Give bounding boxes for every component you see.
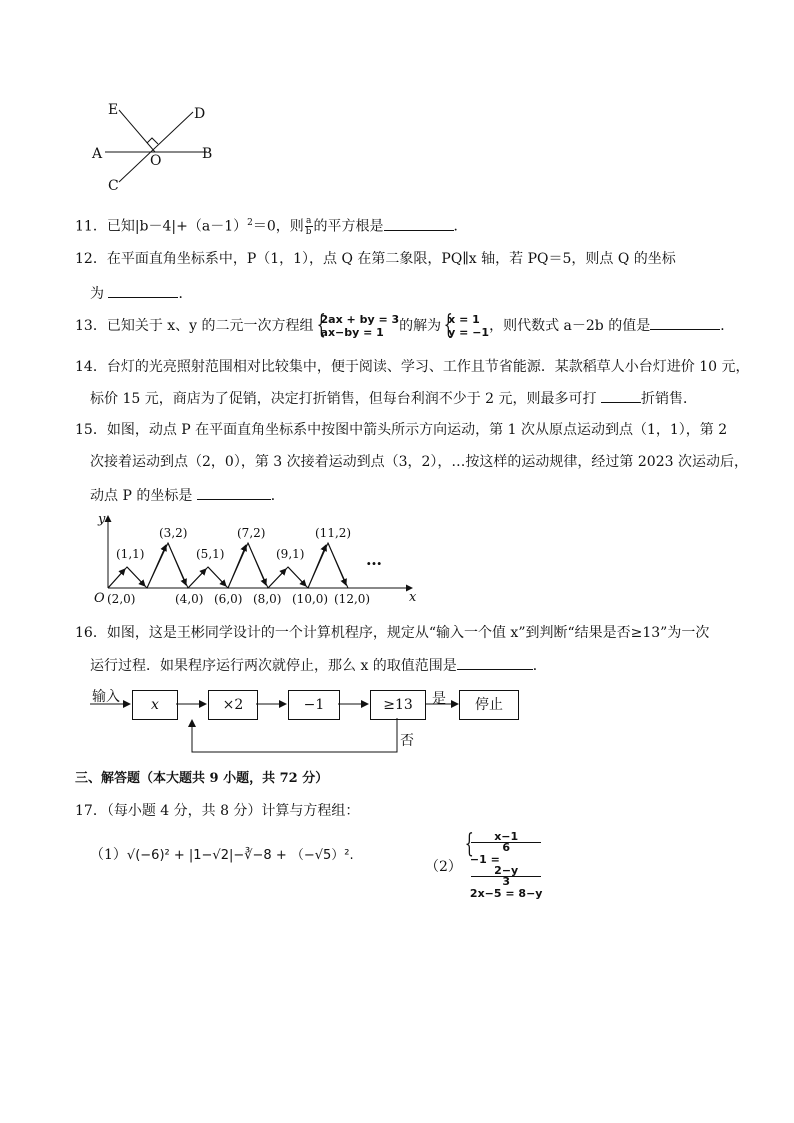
q13-eq2: ax−by = 1 xyxy=(320,326,384,339)
flow-box-x xyxy=(132,690,178,720)
question-11 xyxy=(75,214,468,237)
flow-box-x-label: x xyxy=(151,697,159,713)
question-17-part2 xyxy=(425,832,542,900)
flow-box-minus1-label: −1 xyxy=(303,697,325,713)
question-15-line1: 15．如图，动点 P 在平面直角坐标系中按图中箭头所示方向运动，第 1 次从原点运动到点（1，1），第 2 xyxy=(75,422,728,438)
q13-system xyxy=(314,313,400,339)
q11-end: ． xyxy=(453,218,468,235)
answer-blank[interactable] xyxy=(601,388,641,403)
question-17-part1 xyxy=(90,846,354,865)
q17-p2-mid: −1 = xyxy=(469,853,500,866)
q17-p2-eq2: 2x−5 = 8−y xyxy=(469,887,543,900)
q11-frac-den: b xyxy=(305,227,312,238)
q13-sol2: y = −1 xyxy=(448,326,490,339)
q17-p1-expr: √(−6)² + |1−√2|−∛−8 + （−√5）². xyxy=(126,848,354,863)
label-A: A xyxy=(92,146,103,162)
x-axis-label: x xyxy=(409,590,417,605)
point-label: (7,2) xyxy=(237,526,266,540)
q11-text-pre: 11．已知|b－4|+（a－1） xyxy=(75,218,248,235)
point-label: (11,2) xyxy=(315,526,352,540)
label-B: B xyxy=(202,146,213,162)
q16-line2-pre: 运行过程．如果程序运行两次就停止，那么 x 的取值范围是 xyxy=(90,658,457,674)
q13-pre: 13．已知关于 x、y 的二元一次方程组 xyxy=(75,318,314,334)
q13-mid: 的解为 xyxy=(399,318,442,334)
question-16-line2 xyxy=(90,655,547,675)
label-O: O xyxy=(150,153,162,169)
section-3-heading: 三、解答题（本大题共 9 小题，共 72 分） xyxy=(75,771,329,786)
answer-blank[interactable] xyxy=(384,216,454,231)
q17-p2-num2: 2−y xyxy=(471,866,542,877)
question-12-line1: 12．在平面直角坐标系中，P（1，1），点 Q 在第二象限，PQ∥x 轴，若 PQ＝5，则点 Q 的坐标 xyxy=(75,251,676,267)
q15-line3-pre: 动点 P 的坐标是 xyxy=(90,488,193,504)
q13-eq1: { 2ax + by = 3 xyxy=(320,313,400,326)
flow-input-label: 输入 xyxy=(92,689,120,705)
label-D: D xyxy=(194,106,206,122)
question-12-line2 xyxy=(90,283,192,303)
label-C: C xyxy=(108,178,119,194)
label-E: E xyxy=(108,102,119,118)
question-17-title: 17．（每小题 4 分，共 8 分）计算与方程组： xyxy=(75,803,360,819)
flow-box-minus1 xyxy=(288,690,340,720)
flow-box-ge13 xyxy=(370,690,426,720)
q17-p2-eq1 xyxy=(470,832,543,887)
q11-sup: 2 xyxy=(247,218,253,228)
q14-line2-pre: 标价 15 元，商店为了促销，决定打折销售，但每台利润不少于 2 元，则最多可打 xyxy=(90,391,597,407)
q12-line2-pre: 为 xyxy=(90,286,104,302)
flow-no-label: 否 xyxy=(400,733,414,749)
flow-box-stop xyxy=(459,690,519,720)
flow-box-times2-label: ×2 xyxy=(222,697,244,713)
question-16-line1: 16．如图，这是王彬同学设计的一个计算机程序，规定从“输入一个值 x”到判断“结果是否≥13”为一次 xyxy=(75,625,710,641)
ellipsis: … xyxy=(366,550,382,569)
origin-label: O xyxy=(94,591,105,606)
flow-box-times2 xyxy=(208,690,258,720)
q17-p2-system xyxy=(462,832,543,900)
point-label: (6,0) xyxy=(214,592,243,606)
point-label: (4,0) xyxy=(175,592,204,606)
q14-line2-post: 折销售． xyxy=(640,391,697,407)
answer-blank[interactable] xyxy=(650,315,720,330)
q17-p2-label: （2） xyxy=(425,859,462,875)
answer-blank[interactable] xyxy=(457,655,533,670)
flow-box-stop-label: 停止 xyxy=(475,697,503,713)
q17-p1-label: （1） xyxy=(90,847,127,863)
point-label: (12,0) xyxy=(334,592,371,606)
q17-p2-num1: { x−1 xyxy=(471,832,542,843)
q11-fraction xyxy=(305,216,313,237)
q13-post: ，则代数式 a－2b 的值是 xyxy=(489,318,651,334)
question-15-line2: 次接着运动到点（2，0），第 3 次接着运动到点（3，2），…按这样的运动规律，经过第 2023 次运动后， xyxy=(90,454,748,470)
answer-blank[interactable] xyxy=(197,485,271,500)
point-label: (5,1) xyxy=(196,547,225,561)
q13-end: ． xyxy=(720,318,735,334)
q11-text-post: 的平方根是 xyxy=(313,218,384,235)
flow-yes-label: 是 xyxy=(432,691,446,707)
flow-box-ge13-label: ≥13 xyxy=(383,697,413,713)
q17-p2-den1: 6 xyxy=(502,841,511,854)
q17-p2-den2: 3 xyxy=(502,875,511,888)
q11-frac-num: a xyxy=(305,216,312,227)
point-label: (9,1) xyxy=(276,547,305,561)
q13-sol1: { x = 1 xyxy=(448,313,480,326)
point-label: (8,0) xyxy=(253,592,282,606)
answer-blank[interactable] xyxy=(108,283,178,298)
q12-end: ． xyxy=(178,286,193,302)
point-label: (2,0) xyxy=(107,592,136,606)
q13-solution xyxy=(441,313,489,339)
q16-end: ． xyxy=(532,658,547,674)
question-15-line3 xyxy=(90,485,285,505)
point-label: (1,1) xyxy=(116,547,145,561)
y-axis-label: y xyxy=(98,512,106,527)
point-label: (10,0) xyxy=(292,592,329,606)
question-14-line1: 14．台灯的光亮照射范围相对比较集中，便于阅读、学习、工作且节省能源．某款稻草人小台灯进价 10 元， xyxy=(75,359,750,375)
question-14-line2 xyxy=(90,388,697,408)
question-13 xyxy=(75,313,734,339)
q11-text-mid: ＝0，则 xyxy=(252,218,304,235)
point-label: (3,2) xyxy=(159,526,188,540)
q15-end: ． xyxy=(270,488,285,504)
